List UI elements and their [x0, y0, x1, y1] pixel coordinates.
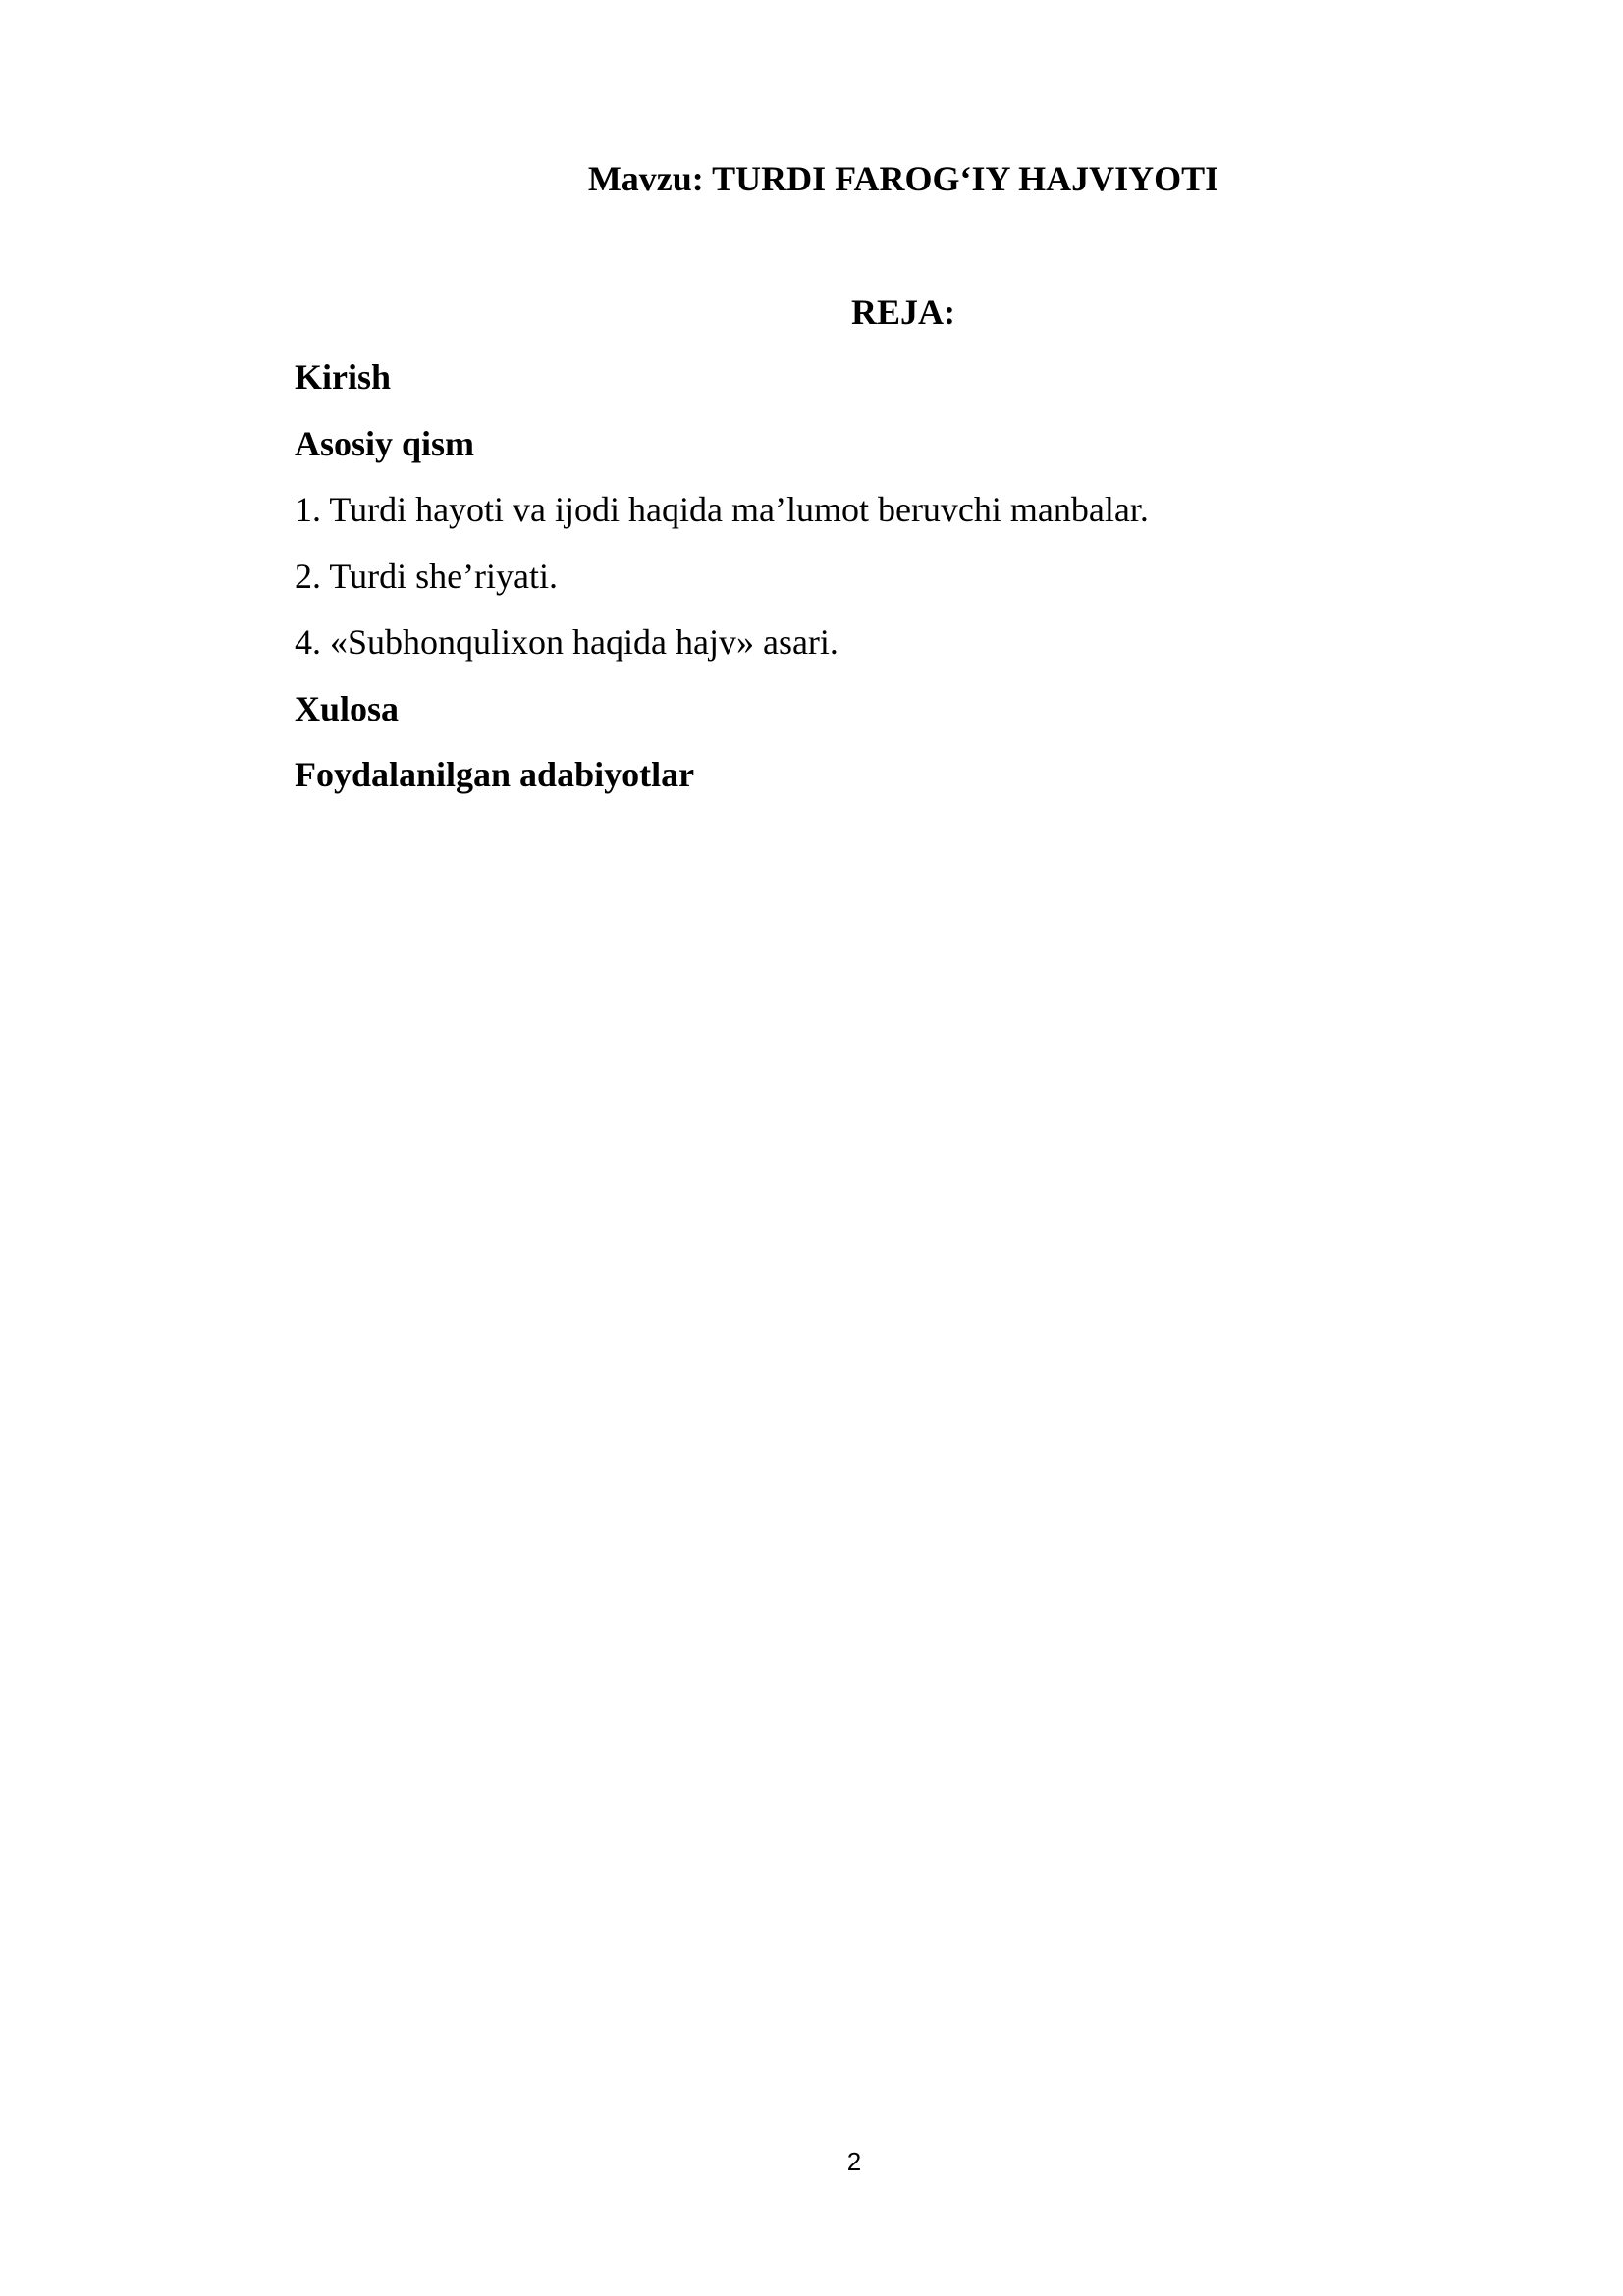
plan-item-references: Foydalanilgan adabiyotlar: [295, 755, 695, 794]
plan-heading: REJA:: [851, 293, 955, 332]
plan-list: [295, 353, 1473, 818]
plan-item-satire-work: 4. «Subhonqulixon haqida hajv» asari.: [295, 622, 839, 662]
plan-item-poetry: 2. Turdi she’riyati.: [295, 556, 559, 596]
plan-item-intro: Kirish: [295, 357, 392, 397]
plan-item-main-part: Asosiy qism: [295, 423, 475, 463]
page-number: 2: [846, 2147, 862, 2176]
plan-item-conclusion: Xulosa: [295, 688, 400, 728]
document-title: Mavzu: TURDI FAROG‘IY HAJVIYOTI: [587, 159, 1219, 198]
plan-item-sources: 1. Turdi hayoti va ijodi haqida ma’lumot beruvchi manbalar.: [295, 490, 1149, 529]
